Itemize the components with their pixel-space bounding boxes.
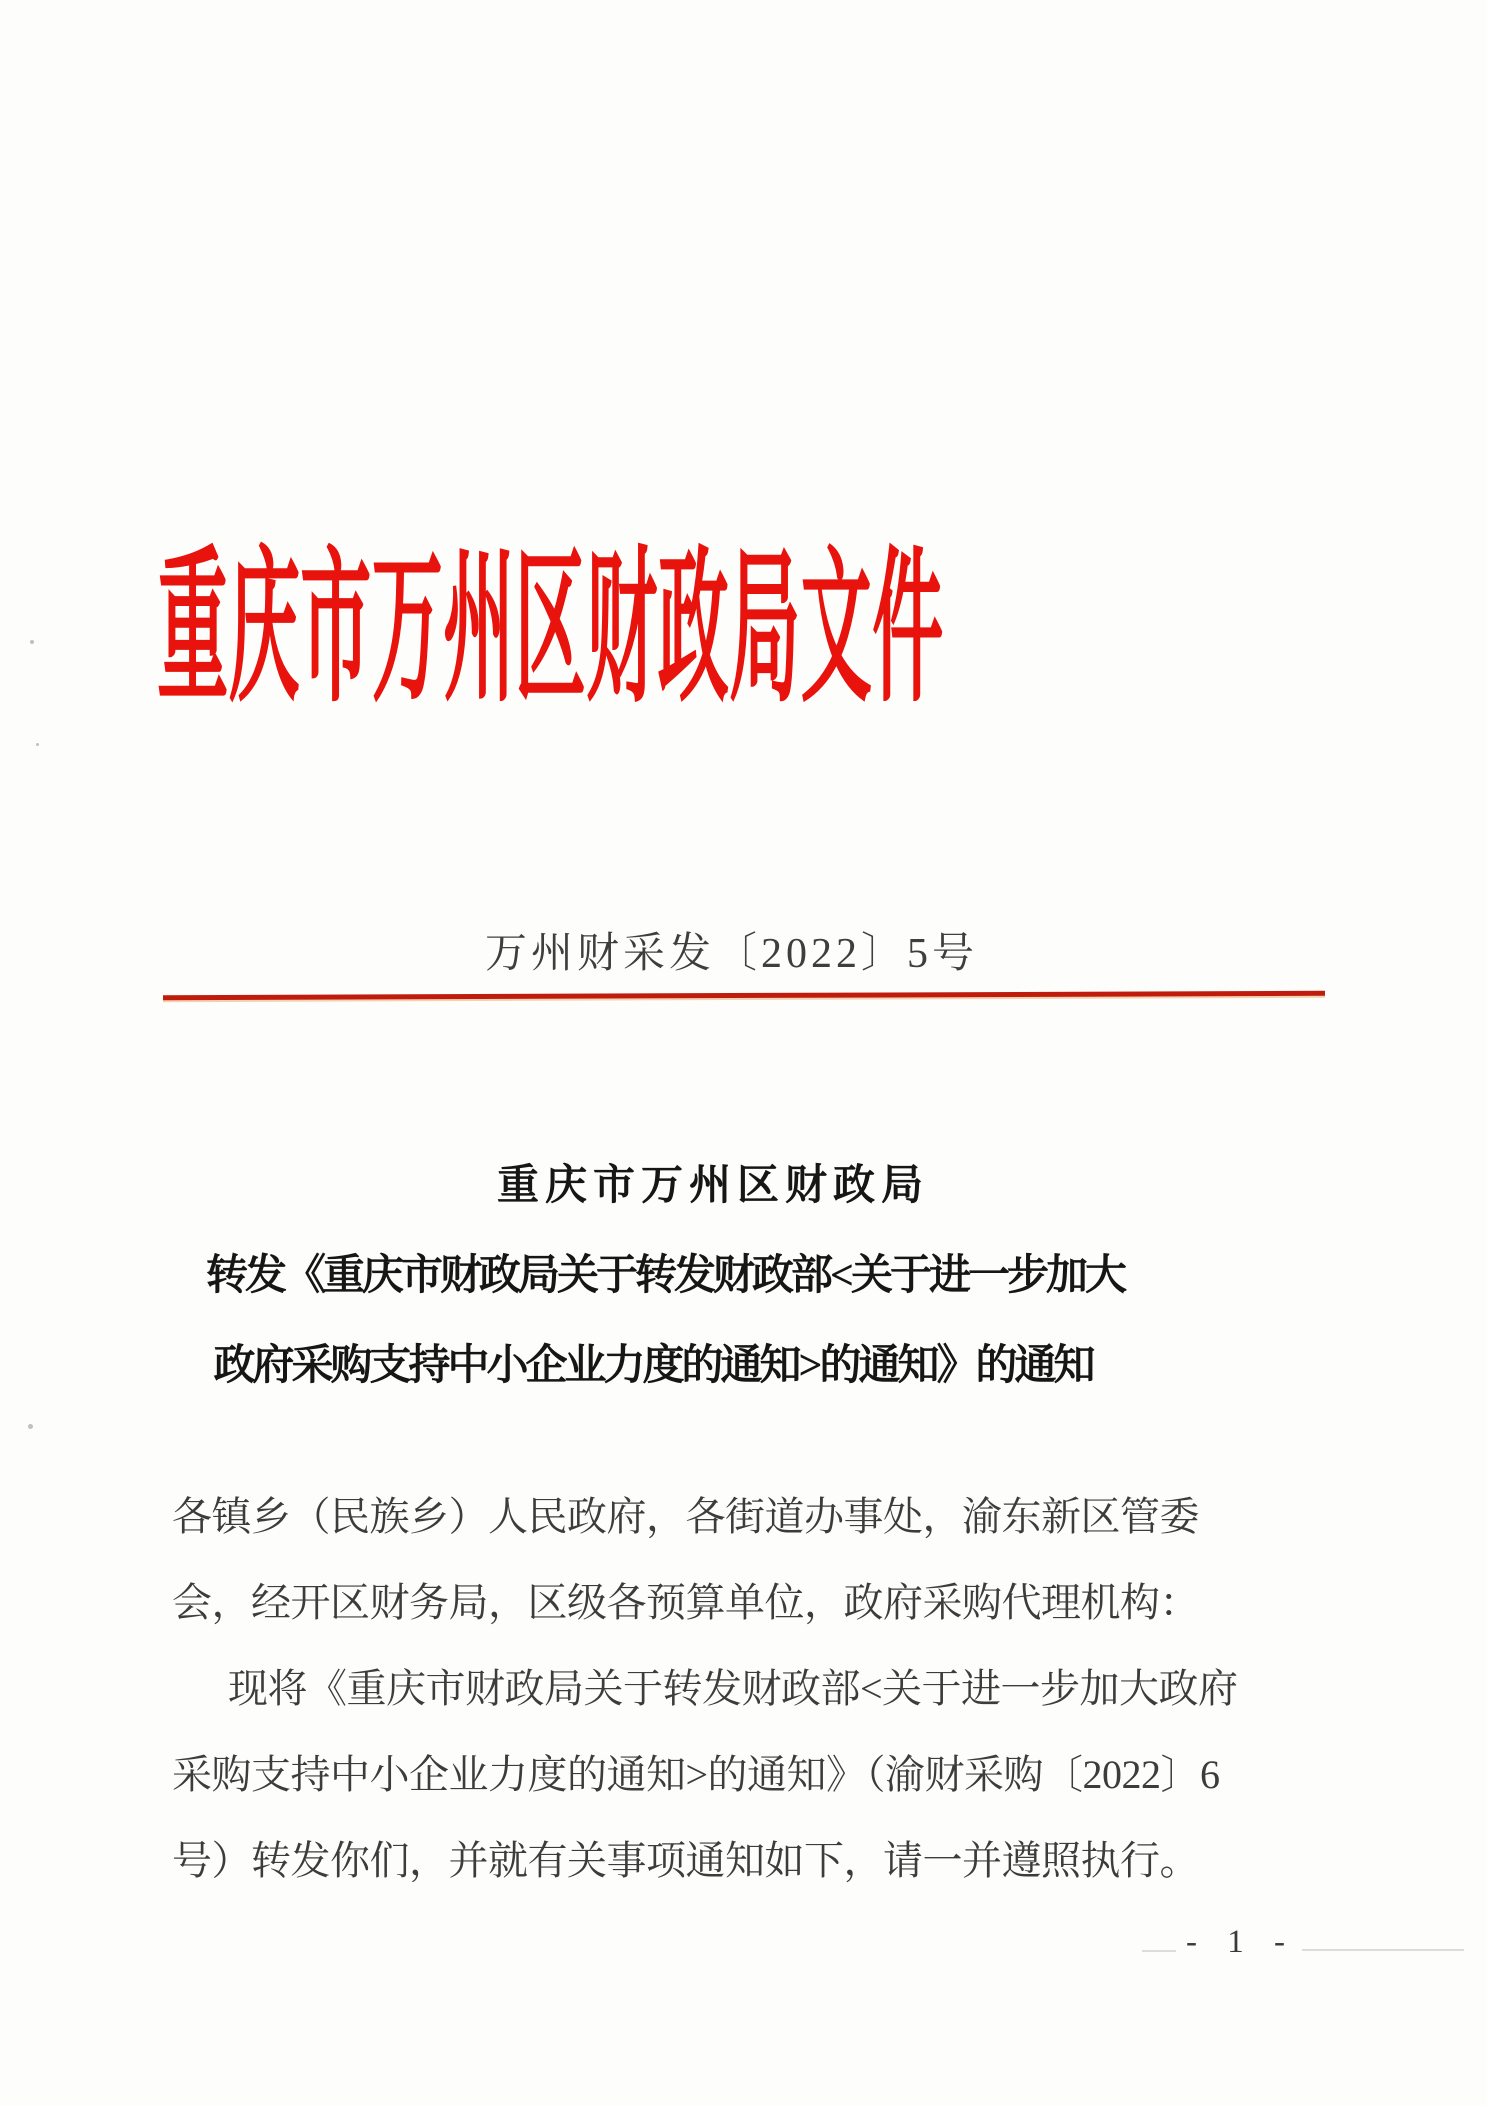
scan-speck	[30, 640, 34, 644]
page-number: - 1 -	[1186, 1924, 1296, 1960]
body-paragraph-recipients	[172, 1474, 1199, 1646]
body-line: 各镇乡（民族乡）人民政府，各街道办事处，渝东新区管委	[172, 1494, 1199, 1539]
red-divider-rule	[163, 991, 1325, 1000]
document-title-line-3: 政府采购支持中小企业力度的通知>的通知》的通知	[213, 1343, 1093, 1389]
document-title-line-2: 转发《重庆市财政局关于转发财政部<关于进一步加大	[206, 1253, 1124, 1299]
body-line: 会，经开区财务局，区级各预算单位，政府采购代理机构：	[172, 1580, 1199, 1625]
body-line: 采购支持中小企业力度的通知>的通知》（渝财采购〔2022〕6	[172, 1752, 1220, 1797]
body-line: 号）转发你们，并就有关事项通知如下，请一并遵照执行。	[172, 1838, 1199, 1883]
scan-artifact-line	[1302, 1949, 1464, 1951]
letterhead-title: 重庆市万州区财政局文件	[157, 539, 944, 724]
scan-speck	[28, 1424, 33, 1429]
scan-speck	[36, 743, 39, 746]
body-paragraph-main	[172, 1646, 1238, 1904]
document-title-line-1: 重庆市万州区财政局	[496, 1163, 929, 1209]
document-number: 万州财采发〔2022〕5号	[484, 931, 978, 977]
document-body	[172, 1474, 1238, 1904]
letterhead	[157, 527, 944, 724]
scan-artifact-line	[1142, 1950, 1176, 1952]
body-line: 现将《重庆市财政局关于转发财政部<关于进一步加大政府	[228, 1666, 1238, 1711]
